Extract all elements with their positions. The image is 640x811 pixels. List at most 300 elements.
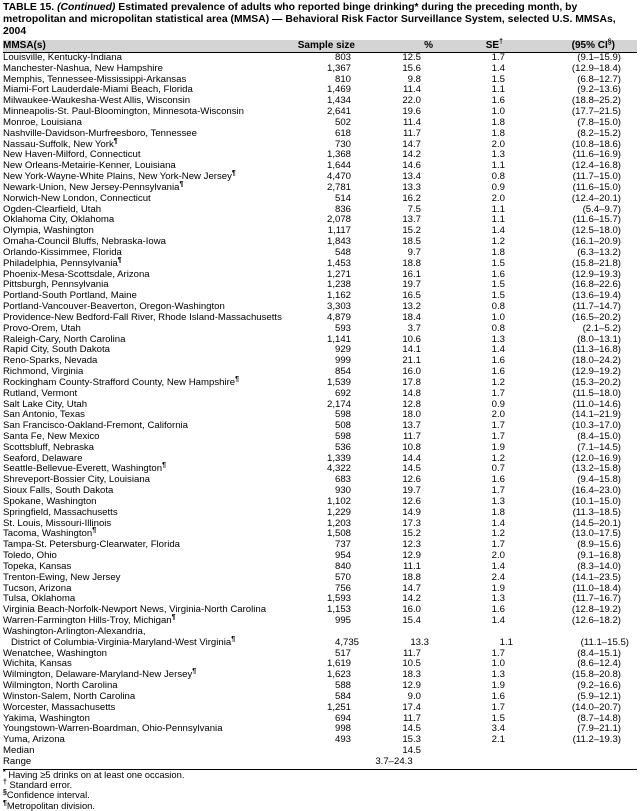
- cell-sample-size: 1,434: [326, 95, 351, 107]
- cell-area: Newark-Union, New Jersey-Pennsylvania¶: [3, 180, 184, 193]
- cell-area: Worcester, Massachusetts: [3, 701, 116, 713]
- cell-area: New York-Wayne-White Plains, New York-New Jersey¶: [3, 169, 236, 183]
- cell-sample-size: 508: [334, 420, 351, 432]
- cell-sample-size: 854: [334, 366, 351, 378]
- cell-area: Yakima, Washington: [3, 712, 90, 724]
- cell-percent: 10.6: [402, 333, 421, 345]
- cell-percent: 16.5: [402, 290, 421, 302]
- cell-area: Raleigh-Cary, North Carolina: [3, 333, 126, 345]
- cell-ci: (11.6–15.0): [572, 181, 621, 193]
- cell-sample-size: 570: [334, 571, 351, 583]
- cell-se: 1.7: [491, 430, 505, 442]
- cell-sample-size: 548: [334, 246, 351, 258]
- cell-ci: (6.3–13.2): [577, 246, 621, 258]
- table-row: [3, 540, 637, 551]
- cell-area: Sioux Falls, South Dakota: [3, 485, 114, 497]
- cell-se: 1.7: [491, 420, 505, 432]
- cell-ci: (15.8–21.8): [571, 257, 621, 269]
- cell-area: Topeka, Kansas: [3, 560, 72, 572]
- table-row: [3, 443, 637, 454]
- cell-sample-size: 803: [334, 52, 351, 63]
- cell-se: 1.6: [491, 95, 505, 107]
- footnote-marker: ¶: [192, 668, 197, 676]
- cell-ci: (14.0–20.7): [571, 701, 621, 713]
- cell-se: 2.0: [491, 138, 505, 150]
- cell-sample-size: 1,843: [326, 236, 351, 248]
- title-continued: (Continued): [57, 2, 116, 13]
- cell-sample-size: 1,251: [326, 701, 351, 713]
- cell-percent: 19.7: [402, 485, 421, 497]
- cell-area: Wilmington, North Carolina: [3, 680, 118, 692]
- cell-area: Wichita, Kansas: [3, 658, 72, 670]
- table-row: [3, 573, 637, 584]
- cell-se: 0.7: [491, 463, 505, 475]
- cell-se: 1.5: [491, 73, 505, 85]
- summary-label: Range: [3, 755, 32, 767]
- cell-se: 1.1: [491, 214, 505, 226]
- cell-ci: (10.3–17.0): [571, 420, 621, 432]
- cell-ci: (7.9–21.1): [577, 723, 621, 735]
- cell-sample-size: 840: [334, 560, 351, 572]
- cell-percent: 12.5: [402, 52, 421, 63]
- cell-se: 0.9: [491, 398, 505, 410]
- footnote-mark: †: [3, 778, 7, 786]
- cell-se: 1.3: [491, 669, 505, 681]
- footnote-marker: ¶: [231, 169, 236, 177]
- cell-percent: 14.7: [402, 582, 421, 594]
- cell-ci: (11.5–18.0): [572, 387, 621, 399]
- cell-percent: 10.5: [402, 658, 421, 670]
- cell-ci: (16.8–22.6): [571, 279, 621, 291]
- cell-sample-size: 1,229: [326, 506, 351, 518]
- cell-se: 1.4: [491, 615, 505, 627]
- footnote: * Having ≥5 drinks on at least one occasion.: [3, 768, 185, 780]
- cell-sample-size: 493: [334, 734, 351, 746]
- cell-sample-size: 1,593: [326, 593, 351, 605]
- footnote-marker: ¶: [179, 180, 184, 188]
- cell-area: Orlando-Kissimmee, Florida: [3, 246, 122, 258]
- cell-sample-size: 2,641: [326, 106, 351, 118]
- cell-area: New Haven-Milford, Connecticut: [3, 149, 141, 161]
- cell-sample-size: 1,271: [326, 268, 351, 280]
- cell-percent: 13.3: [410, 636, 429, 648]
- cell-area: Louisville, Kentucky-Indiana: [3, 52, 122, 63]
- cell-area: San Francisco-Oakland-Fremont, California: [3, 420, 189, 432]
- cell-ci: (11.6–15.7): [572, 214, 621, 226]
- cell-area: Youngstown-Warren-Boardman, Ohio-Pennsylvania: [3, 723, 223, 735]
- cell-percent: 13.4: [402, 171, 421, 183]
- cell-area: Portland-Vancouver-Beaverton, Oregon-Washington: [3, 301, 225, 313]
- cell-ci: (10.8–18.6): [571, 138, 621, 150]
- cell-sample-size: 2,174: [326, 398, 351, 410]
- footnote-marker: ¶: [113, 137, 118, 145]
- header-se: SE†: [485, 38, 503, 51]
- cell-ci: (12.4–20.1): [571, 192, 621, 204]
- cell-sample-size: 1,203: [326, 517, 351, 529]
- cell-ci: (12.9–19.2): [571, 366, 621, 378]
- cell-ci: (8.0–13.1): [577, 333, 621, 345]
- cell-ci: (6.8–12.7): [577, 73, 621, 85]
- cell-se: 2.4: [491, 571, 505, 583]
- cell-area: Tacoma, Washington¶: [3, 527, 97, 540]
- cell-area: Richmond, Virginia: [3, 366, 84, 378]
- cell-percent: 15.2: [402, 225, 421, 237]
- table-row: [3, 519, 637, 530]
- cell-percent: 12.6: [402, 495, 421, 507]
- cell-sample-size: 1,539: [326, 376, 351, 388]
- cell-percent: 14.5: [402, 723, 421, 735]
- cell-percent: 14.8: [402, 387, 421, 399]
- cell-sample-size: 536: [334, 441, 351, 453]
- cell-ci: (11.6–16.9): [572, 149, 621, 161]
- cell-ci: (14.5–20.1): [571, 517, 621, 529]
- cell-percent: 12.6: [402, 474, 421, 486]
- footnote: ¶Metropolitan division.: [3, 799, 95, 811]
- cell-ci: (9.1–16.8): [577, 550, 621, 562]
- cell-area: Seaford, Delaware: [3, 452, 83, 464]
- cell-se: 1.7: [491, 485, 505, 497]
- cell-ci: (8.3–14.0): [577, 560, 621, 572]
- cell-sample-size: 618: [334, 127, 351, 139]
- cell-sample-size: 1,102: [326, 495, 351, 507]
- cell-sample-size: 1,619: [326, 658, 351, 670]
- cell-area: Memphis, Tennessee-Mississippi-Arkansas: [3, 73, 187, 85]
- cell-se: 0.8: [491, 322, 505, 334]
- footnotes: [3, 770, 637, 811]
- cell-se: 1.6: [491, 355, 505, 367]
- cell-se: 1.7: [491, 701, 505, 713]
- cell-ci: (15.8–20.8): [571, 669, 621, 681]
- cell-se: 1.0: [491, 106, 505, 118]
- cell-sample-size: 4,735: [334, 636, 359, 648]
- cell-se: 1.4: [491, 560, 505, 572]
- cell-percent: 11.4: [403, 84, 421, 96]
- cell-percent: 11.7: [403, 712, 421, 724]
- cell-percent: 14.5: [402, 463, 421, 475]
- cell-se: 1.1: [491, 160, 505, 172]
- cell-se: 1.0: [491, 658, 505, 670]
- cell-se: 2.0: [491, 550, 505, 562]
- cell-ci: (8.2–15.2): [577, 127, 621, 139]
- cell-area: Nassau-Suffolk, New York¶: [3, 137, 118, 150]
- cell-percent: 16.1: [402, 268, 421, 280]
- cell-percent: 12.3: [402, 539, 421, 551]
- footnote-marker: ¶: [235, 375, 240, 383]
- cell-percent: 10.8: [402, 441, 421, 453]
- cell-se: 2.0: [491, 409, 505, 421]
- cell-ci: (16.1–20.9): [571, 236, 621, 248]
- cell-sample-size: 930: [334, 485, 351, 497]
- cell-area: Rapid City, South Dakota: [3, 344, 111, 356]
- cell-se: 1.9: [491, 582, 505, 594]
- cell-area: Nashville-Davidson-Murfreesboro, Tennessee: [3, 127, 197, 139]
- cell-se: 1.7: [491, 52, 505, 63]
- cell-ci: (5.4–9.7): [582, 203, 621, 215]
- cell-ci: (13.6–19.4): [571, 290, 621, 302]
- cell-ci: (18.0–24.2): [571, 355, 621, 367]
- cell-sample-size: 737: [334, 539, 351, 551]
- cell-percent: 14.4: [402, 452, 421, 464]
- summary-row: [3, 746, 637, 757]
- cell-percent: 13.2: [402, 301, 421, 313]
- cell-ci: (11.1–15.5): [580, 636, 629, 648]
- cell-area: Seattle-Bellevue-Everett, Washington¶: [3, 462, 166, 475]
- cell-percent: 13.3: [402, 181, 421, 193]
- footnote-marker: ¶: [171, 613, 176, 621]
- cell-area: Rutland, Vermont: [3, 387, 78, 399]
- cell-ci: (8.7–14.8): [577, 712, 621, 724]
- cell-area: Olympia, Washington: [3, 225, 94, 237]
- cell-se: 1.5: [491, 290, 505, 302]
- cell-area: Tucson, Arizona: [3, 582, 72, 594]
- cell-area: Oklahoma City, Oklahoma: [3, 214, 115, 226]
- cell-sample-size: 1,141: [326, 333, 351, 345]
- table-row: [3, 649, 637, 660]
- cell-area: Reno-Sparks, Nevada: [3, 355, 98, 367]
- cell-area: Manchester-Nashua, New Hampshire: [3, 62, 163, 74]
- cell-se: 1.8: [491, 506, 505, 518]
- cell-ci: (11.0–14.6): [572, 398, 621, 410]
- cell-sample-size: 692: [334, 387, 351, 399]
- cell-percent: 18.3: [402, 669, 421, 681]
- summary-value: 14.5: [402, 745, 421, 756]
- cell-ci: (11.7–14.7): [572, 301, 621, 313]
- table-row: [3, 551, 637, 562]
- cell-area: Providence-New Bedford-Fall River, Rhode Island-Massachusetts: [3, 311, 282, 323]
- cell-ci: (12.8–19.2): [571, 604, 621, 616]
- cell-area: New Orleans-Metairie-Kenner, Louisiana: [3, 160, 176, 172]
- cell-sample-size: 1,453: [326, 257, 351, 269]
- cell-ci: (7.8–15.0): [577, 116, 621, 128]
- cell-ci: (8.4–15.1): [577, 647, 621, 659]
- cell-sample-size: 2,078: [326, 214, 351, 226]
- cell-sample-size: 1,469: [326, 84, 351, 96]
- header-ci: (95% CI§): [571, 38, 615, 51]
- cell-percent: 11.1: [403, 560, 421, 572]
- cell-ci: (9.2–16.6): [577, 680, 621, 692]
- cell-sample-size: 1,153: [326, 604, 351, 616]
- cell-area: Winston-Salem, North Carolina: [3, 690, 136, 702]
- cell-ci: (11.7–15.0): [572, 171, 621, 183]
- cell-ci: (8.4–15.0): [577, 430, 621, 442]
- cell-percent: 18.0: [402, 409, 421, 421]
- cell-percent: 17.8: [402, 376, 421, 388]
- cell-percent: 9.0: [407, 690, 421, 702]
- table-row: [3, 356, 637, 367]
- cell-percent: 18.8: [402, 257, 421, 269]
- cell-area: Provo-Orem, Utah: [3, 322, 81, 334]
- cell-se: 1.2: [491, 236, 505, 248]
- cell-se: 1.4: [491, 62, 505, 74]
- cell-ci: (11.0–18.4): [572, 582, 621, 594]
- cell-area: Miami-Fort Lauderdale-Miami Beach, Florida: [3, 84, 193, 96]
- cell-sample-size: 1,162: [326, 290, 351, 302]
- footnote: §Confidence interval.: [3, 789, 90, 801]
- cell-percent: 16.0: [402, 604, 421, 616]
- cell-sample-size: 598: [334, 430, 351, 442]
- cell-area: Santa Fe, New Mexico: [3, 430, 100, 442]
- cell-area: Warren-Farmington Hills-Troy, Michigan¶: [3, 613, 176, 627]
- cell-se: 1.7: [491, 387, 505, 399]
- cell-se: 1.3: [491, 333, 505, 345]
- cell-sample-size: 517: [334, 647, 351, 659]
- cell-se: 1.3: [491, 495, 505, 507]
- cell-sample-size: 810: [334, 73, 351, 85]
- cell-percent: 15.2: [402, 528, 421, 540]
- table-row: [3, 313, 637, 324]
- cell-sample-size: 4,470: [326, 171, 351, 183]
- cell-se: 1.2: [491, 528, 505, 540]
- cell-se: 1.3: [491, 149, 505, 161]
- cell-percent: 7.5: [407, 203, 421, 215]
- cell-ci: (12.9–18.4): [571, 62, 621, 74]
- footnote-mark: *: [3, 768, 6, 776]
- footnote: † Standard error.: [3, 778, 73, 790]
- table-row: [3, 400, 637, 411]
- summary-row: [3, 757, 637, 768]
- cell-percent: 15.3: [402, 734, 421, 746]
- cell-percent: 13.7: [402, 420, 421, 432]
- cell-percent: 18.8: [402, 571, 421, 583]
- table-row: [3, 735, 637, 746]
- cell-ci: (2.1–5.2): [582, 322, 621, 334]
- cell-percent: 12.9: [402, 550, 421, 562]
- cell-percent: 18.4: [402, 311, 421, 323]
- cell-se: 1.1: [491, 203, 505, 215]
- cell-sample-size: 954: [334, 550, 351, 562]
- cell-area: Springfield, Massachusetts: [3, 506, 118, 518]
- footnote-marker: ¶: [92, 527, 97, 535]
- table-row: [3, 345, 637, 356]
- cell-sample-size: 1,644: [326, 160, 351, 172]
- cell-sample-size: 1,508: [326, 528, 351, 540]
- cell-sample-size: 3,303: [326, 301, 351, 313]
- cell-se: 1.6: [491, 268, 505, 280]
- cell-se: 1.5: [491, 257, 505, 269]
- cell-percent: 11.4: [403, 116, 421, 128]
- cell-se: 1.4: [491, 517, 505, 529]
- table-row: [3, 215, 637, 226]
- cell-ci: (11.3–18.5): [572, 506, 621, 518]
- cell-ci: (11.7–16.7): [572, 593, 621, 605]
- cell-percent: 11.7: [403, 647, 421, 659]
- footnote-mark: §: [3, 789, 7, 797]
- cell-area: Rockingham County-Strafford County, New Hampshire¶: [3, 375, 240, 388]
- cell-area: Wenatchee, Washington: [3, 647, 107, 659]
- cell-sample-size: 999: [334, 355, 351, 367]
- cell-se: 1.9: [491, 680, 505, 692]
- cell-ci: (12.5–18.0): [571, 225, 621, 237]
- cell-area: District of Columbia-Virginia-Maryland-West Virginia¶: [11, 635, 236, 648]
- cell-se: 2.0: [491, 192, 505, 204]
- cell-area: Washington-Arlington-Alexandria,: [3, 625, 146, 637]
- cell-sample-size: 4,879: [326, 311, 351, 323]
- cell-se: 1.2: [491, 376, 505, 388]
- cell-percent: 11.7: [403, 127, 421, 139]
- cell-se: 1.6: [491, 604, 505, 616]
- table-row: [3, 724, 637, 735]
- cell-se: 1.6: [491, 690, 505, 702]
- cell-ci: (14.1–21.9): [571, 409, 621, 421]
- summary-label: Median: [3, 745, 35, 756]
- cell-sample-size: 588: [334, 680, 351, 692]
- cell-ci: (13.2–15.8): [571, 463, 621, 475]
- header-sample-size: Sample size: [297, 40, 355, 51]
- cell-ci: (11.2–19.3): [572, 734, 621, 746]
- cell-ci: (7.1–14.5): [577, 441, 621, 453]
- cell-area: Toledo, Ohio: [3, 550, 57, 562]
- table-row: [3, 486, 637, 497]
- table-row: [3, 375, 637, 389]
- cell-sample-size: 929: [334, 344, 351, 356]
- cell-percent: 12.8: [402, 398, 421, 410]
- cell-percent: 14.2: [402, 149, 421, 161]
- cell-ci: (11.3–16.8): [572, 344, 621, 356]
- table-container: [3, 0, 637, 811]
- cell-se: 1.4: [491, 344, 505, 356]
- cell-sample-size: 730: [334, 138, 351, 150]
- cell-percent: 12.9: [402, 680, 421, 692]
- cell-se: 1.6: [491, 474, 505, 486]
- cell-area: Yuma, Arizona: [3, 734, 65, 746]
- cell-sample-size: 694: [334, 712, 351, 724]
- cell-se: 1.1: [491, 84, 505, 96]
- cell-ci: (15.3–20.2): [571, 376, 621, 388]
- cell-se: 1.1: [499, 636, 513, 648]
- cell-se: 1.8: [491, 246, 505, 258]
- cell-ci: (9.1–15.9): [577, 52, 621, 63]
- cell-se: 1.3: [491, 593, 505, 605]
- cell-ci: (5.9–12.1): [577, 690, 621, 702]
- cell-se: 3.4: [491, 723, 505, 735]
- cell-area: Ogden-Clearfield, Utah: [3, 203, 102, 215]
- cell-area: Omaha-Council Bluffs, Nebraska-Iowa: [3, 236, 166, 248]
- table-row: [3, 584, 637, 595]
- cell-sample-size: 1,238: [326, 279, 351, 291]
- cell-sample-size: 2,781: [326, 181, 351, 193]
- cell-percent: 14.1: [402, 344, 421, 356]
- cell-percent: 15.4: [402, 615, 421, 627]
- cell-sample-size: 598: [334, 409, 351, 421]
- cell-se: [421, 627, 505, 638]
- cell-se: 1.8: [491, 116, 505, 128]
- cell-percent: 14.7: [402, 138, 421, 150]
- cell-percent: 21.1: [402, 355, 421, 367]
- cell-area: Salt Lake City, Utah: [3, 398, 88, 410]
- cell-percent: 16.0: [402, 366, 421, 378]
- cell-sample-size: 1,339: [326, 452, 351, 464]
- cell-area: St. Louis, Missouri-Illinois: [3, 517, 112, 529]
- cell-percent: 13.7: [402, 214, 421, 226]
- cell-percent: 9.8: [407, 73, 421, 85]
- cell-percent: 16.2: [402, 192, 421, 204]
- table-row: [3, 107, 637, 118]
- cell-se: 0.8: [491, 171, 505, 183]
- cell-area: Wilmington, Delaware-Maryland-New Jersey¶: [3, 668, 197, 681]
- cell-sample-size: 683: [334, 474, 351, 486]
- header-area: MMSA(s): [3, 40, 46, 51]
- cell-percent: 19.7: [402, 279, 421, 291]
- cell-area: Shreveport-Bossier City, Louisiana: [3, 474, 150, 486]
- cell-percent: 9.7: [407, 246, 421, 258]
- cell-se: 0.9: [491, 181, 505, 193]
- cell-ci: (17.7–21.5): [571, 106, 621, 118]
- cell-ci: (14.1–23.5): [571, 571, 621, 583]
- cell-ci: (12.0–16.9): [571, 452, 621, 464]
- cell-area: Tulsa, Oklahoma: [3, 593, 76, 605]
- cell-area: Portland-South Portland, Maine: [3, 290, 137, 302]
- cell-se: 1.7: [491, 647, 505, 659]
